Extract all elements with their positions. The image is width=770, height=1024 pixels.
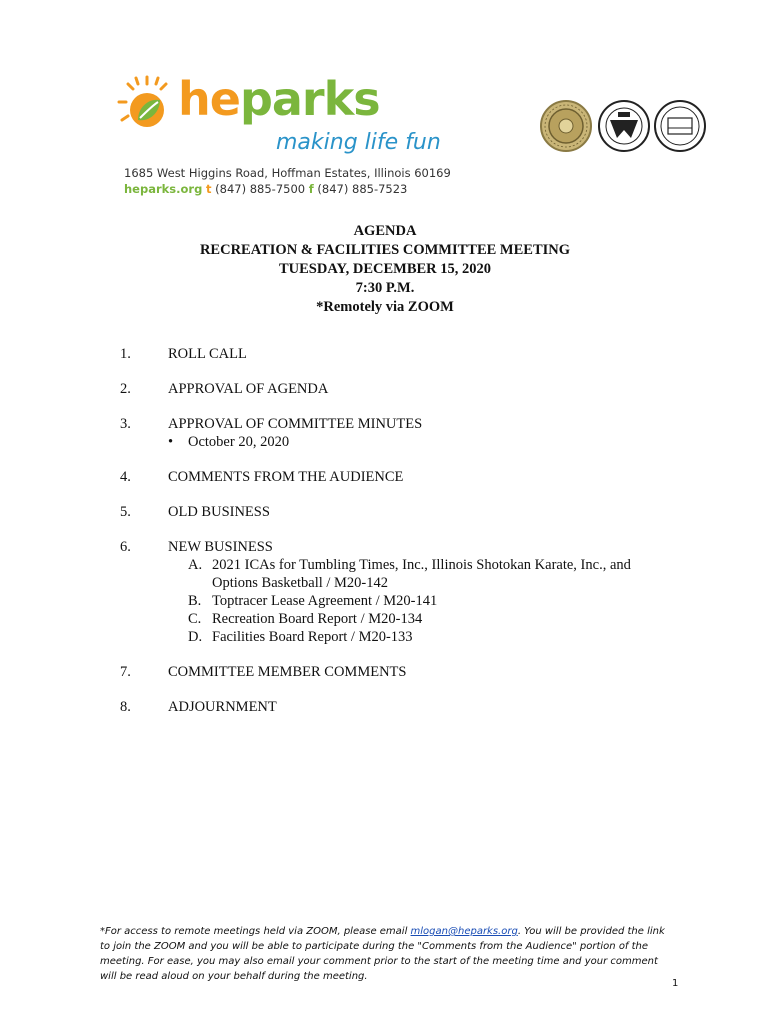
item-label: COMMENTS FROM THE AUDIENCE (168, 469, 404, 485)
item-label: OLD BUSINESS (168, 504, 270, 520)
sub-item-letter: D. (188, 629, 203, 645)
sub-item-list (188, 556, 680, 646)
bullet-item (168, 433, 680, 451)
accreditation-seals (540, 98, 710, 158)
meeting-name: RECREATION & FACILITIES COMMITTEE MEETING (199, 242, 571, 258)
footnote-text-continued: . You will be provided the link to join the ZOOM and you will be able to participate during the "Comments from the Audience" portion of the meeting. For ease, you may also email your comment prior to the start of the meeting time and your comment will be read aloud on your behalf during the meeting. (100, 926, 665, 982)
item-number: 3. (120, 416, 131, 432)
sub-item-letter: B. (188, 593, 202, 609)
agenda-item (120, 345, 680, 363)
item-number: 7. (120, 664, 131, 680)
item-label: ROLL CALL (168, 346, 247, 362)
zoom-footnote (100, 924, 670, 984)
sub-item (188, 556, 680, 592)
contact-line (124, 182, 407, 196)
sub-item-letter: A. (188, 557, 203, 573)
agenda-item (120, 415, 680, 451)
item-label: NEW BUSINESS (168, 539, 273, 555)
agenda-list (120, 345, 680, 733)
phone: (847) 885-7500 (215, 182, 306, 196)
sub-item-text-continued: Options Basketball / M20-142 (212, 575, 389, 591)
item-number: 2. (120, 381, 131, 397)
fax: (847) 885-7523 (317, 182, 408, 196)
item-label: APPROVAL OF COMMITTEE MINUTES (168, 416, 423, 432)
sub-item-text: 2021 ICAs for Tumbling Times, Inc., Illinois Shotokan Karate, Inc., and (212, 557, 631, 573)
sub-item-letter: C. (188, 611, 202, 627)
sub-item-text: Recreation Board Report / M20-134 (212, 611, 423, 627)
agenda-item (120, 468, 680, 486)
item-number: 1. (120, 346, 131, 362)
brand-prefix: he (178, 72, 240, 126)
sub-item (188, 592, 680, 610)
bullet-text: October 20, 2020 (188, 434, 290, 450)
item-number: 4. (120, 469, 131, 485)
brand-suffix: parks (239, 72, 380, 126)
address: 1685 West Higgins Road, Hoffman Estates, Illinois 60169 (124, 166, 451, 180)
agenda-heading (0, 222, 770, 317)
item-label: ADJOURNMENT (168, 699, 277, 715)
capra-accreditation-seal-icon (654, 98, 706, 154)
fax-label: f (308, 182, 314, 196)
item-number: 5. (120, 504, 131, 520)
sun-leaf-logo-icon (116, 74, 178, 136)
sub-item-text: Facilities Board Report / M20-133 (212, 629, 413, 645)
letterhead (116, 70, 451, 200)
footnote-text: *For access to remote meetings held via ZOOM, please email (100, 926, 411, 937)
sub-item-text: Toptracer Lease Agreement / M20-141 (212, 593, 438, 609)
agenda-item (120, 663, 680, 681)
email-link[interactable]: mlogan@heparks.org (410, 926, 518, 937)
agenda-item (120, 698, 680, 716)
illinois-distinguished-agency-seal-icon (598, 98, 650, 154)
item-number: 8. (120, 699, 131, 715)
accreditation-seal-icon (540, 98, 592, 154)
meeting-location: *Remotely via ZOOM (316, 299, 454, 315)
agenda-item (120, 503, 680, 521)
sub-item (188, 628, 680, 646)
item-label: APPROVAL OF AGENDA (168, 381, 329, 397)
sub-item (188, 610, 680, 628)
meeting-time: 7:30 P.M. (355, 280, 415, 296)
agenda-item (120, 538, 680, 646)
phone-label: t (205, 182, 212, 196)
brand-name (178, 72, 380, 126)
tagline: making life fun (276, 130, 441, 155)
item-label: COMMITTEE MEMBER COMMENTS (168, 664, 407, 680)
meeting-date: TUESDAY, DECEMBER 15, 2020 (278, 261, 492, 277)
bullet-icon: • (168, 434, 174, 450)
website: heparks.org (124, 182, 203, 196)
page-number: 1 (672, 978, 679, 989)
agenda-title: AGENDA (353, 223, 417, 239)
item-number: 6. (120, 539, 131, 555)
agenda-item (120, 380, 680, 398)
